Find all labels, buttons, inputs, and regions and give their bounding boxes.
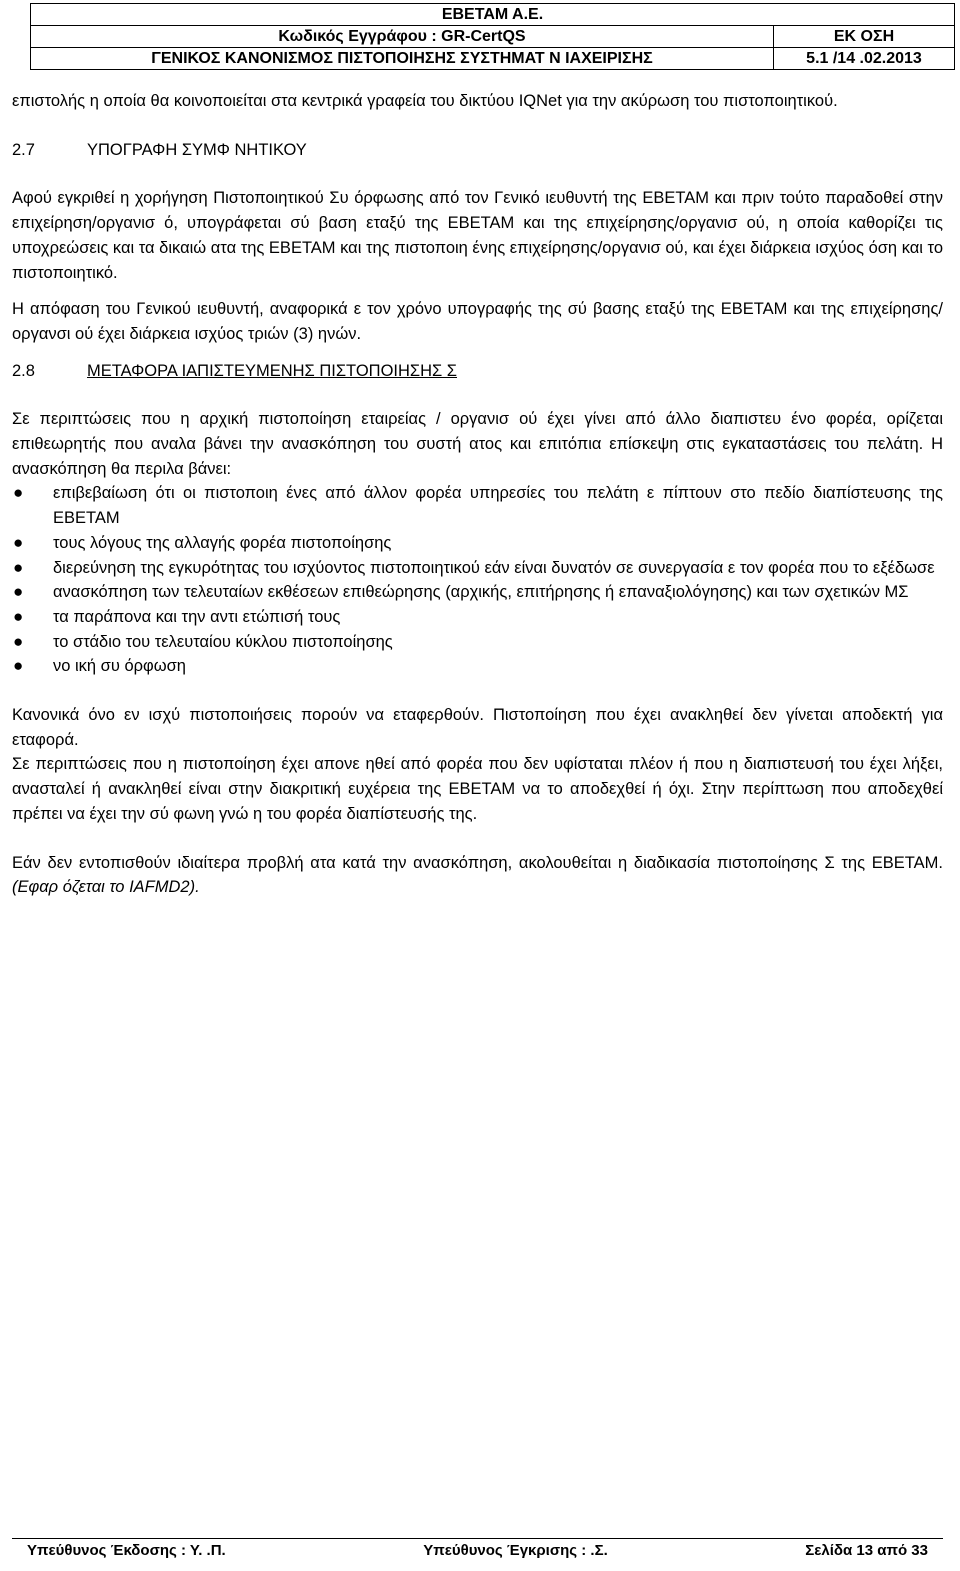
- section-number: 2.7: [12, 140, 35, 159]
- section-number: 2.8: [12, 361, 35, 380]
- section-2-8-heading: [12, 359, 943, 384]
- list-item: ● τους λόγους της αλλαγής φορέα πιστοποίησης: [12, 531, 943, 556]
- bullet-icon: ●: [13, 582, 24, 602]
- approval-responsible: Υπεύθυνος Έγκρισης : .Σ.: [423, 1542, 608, 1559]
- regulation-title: ΓΕΝΙΚΟΣ ΚΑΝΟΝΙΣΜΟΣ ΠΙΣΤΟΠΟΙΗΣΗΣ ΣΥΣΤΗΜΑΤ Ν ΙΑΧΕΙΡΙΣΗΣ: [31, 48, 774, 69]
- document-header: [30, 3, 955, 70]
- paragraph-decision: Η απόφαση του Γενικού ιευθυντή, αναφορικά ε τον χρόνο υπογραφής της σύ βασης εταξύ της ΕΒΕΤΑΜ και της επιχείρησης/οργανσι ού έχει διάρκεια ισχύος τριών (3) ηνών.: [12, 300, 943, 343]
- section-2-7-heading: [12, 138, 943, 163]
- issue-responsible: Υπεύθυνος Έκδοσης : Υ. .Π.: [27, 1542, 226, 1559]
- section-title: ΥΠΟΓΡΑΦΗ ΣΥΜΦ ΝΗΤΙΚΟΥ: [87, 140, 307, 159]
- italic-note: (Εφαρ όζεται το IAFMD2).: [12, 878, 200, 897]
- list-item: ● νο ική συ όρφωση: [12, 654, 943, 679]
- bullet-icon: ●: [13, 606, 24, 626]
- bullet-icon: ●: [13, 532, 24, 552]
- list-item: ● επιβεβαίωση ότι οι πιστοποιη ένες από άλλον φορέα υπηρεσίες του πελάτη ε πίπτουν στο πεδίο διαπίστευσης της ΕΒΕΤΑΜ: [13, 483, 943, 528]
- document-footer: [12, 1538, 943, 1559]
- bullet-icon: ●: [13, 631, 24, 651]
- paragraph-transfer: Σε περιπτώσεις που η αρχική πιστοποίηση εταιρείας / οργανισ ού έχει γίνει από άλλο διαπιστευ ένο φορέα, ορίζεται επιθεωρητής που αναλα βάνει την ανασκόπηση του συστή ατος και επιτόπια επίσκεψη στις εγκαταστάσεις του πελάτη. Η ανασκόπηση θα περιλα βάνει:: [12, 410, 943, 478]
- header-row-company: [31, 4, 954, 25]
- edition-value: 5.1 /14 .02.2013: [806, 50, 922, 67]
- page-body: [12, 89, 943, 900]
- list-item: ● διερεύνηση της εγκυρότητας του ισχύοντος πιστοποιητικού εάν είναι δυνατόν σε συνεργασία ε τον φορέα που το εξέδωσε: [12, 556, 943, 581]
- review-bullet-list: [12, 481, 943, 679]
- list-item: ● ανασκόπηση των τελευταίων εκθέσεων επιθεώρησης (αρχικής, επιτήρησης ή επαναξιολόγησης) και των σχετικών ΜΣ: [12, 580, 943, 605]
- list-item: ● το στάδιο του τελευταίου κύκλου πιστοποίησης: [12, 630, 943, 655]
- paragraph-agreement: Αφού εγκριθεί η χορήγηση Πιστοποιητικού Συ όρφωσης από τον Γενικό ιευθυντή της ΕΒΕΤΑΜ και πριν τούτο παραδοθεί στην επιχείρηση/οργανισ ό, υπογράφεται σύ βαση εταξύ της ΕΒΕΤΑΜ και της επιχείρησης/οργανισ ού, η οποία καθορίζει τις υποχρεώσεις και τα δικαιώ ατα της ΕΒΕΤΑΜ και της πιστοποιη ένης επιχείρησης/οργανισ ού, και έχει διάρκεια ισχύος όση και το πιστοποιητικό.: [12, 189, 943, 282]
- bullet-icon: ●: [13, 483, 24, 503]
- bullet-icon: ●: [13, 656, 24, 676]
- paragraph-valid-certifications: Κανονικά όνο εν ισχύ πιστοποιήσεις πορούν να εταφερθούν. Πιστοποίηση που έχει ανακληθεί δεν γίνεται αποδεκτή για εταφορά.: [12, 706, 943, 749]
- paragraph-withdrawn-certification: Σε περιπτώσεις που η πιστοποίηση έχει απονε ηθεί από φορέα που δεν υφίσταται πλέον ή που η διαπιστευσή του έχει λήξει, ανασταλεί ή ανακληθεί είναι στην διακριτική ευχέρεια της ΕΒΕΤΑΜ να το αποδεχθεί ή όχι. Στην περίπτωση που αποδεχθεί πρέπει να έχει την σύ φωνη γνώ η του φορέα διαπίστευσής της.: [12, 755, 943, 823]
- paragraph-ending-prev: επιστολής η οποία θα κοινοποιείται στα κεντρικά γραφεία του δικτύου IQNet για την ακύρωση του πιστοποιητικού.: [12, 92, 838, 110]
- document-code: Κωδικός Εγγράφου : GR-CertQS: [31, 26, 774, 47]
- list-item: ● τα παράπονα και την αντι ετώπισή τους: [12, 605, 943, 630]
- page-number: Σελίδα 13 από 33: [805, 1542, 928, 1559]
- header-row-title: [31, 47, 954, 69]
- header-row-code: [31, 25, 954, 47]
- company-name: ΕΒΕΤΑΜ Α.Ε.: [441, 6, 544, 23]
- edition-label: ΕΚ ΟΣΗ: [833, 28, 895, 45]
- paragraph-procedure: Εάν δεν εντοπισθούν ιδιαίτερα προβλή ατα κατά την ανασκόπηση, ακολουθείται η διαδικασία πιστοποίησης Σ της ΕΒΕΤΑΜ. (Εφαρ όζεται το IAFMD2).: [12, 853, 943, 897]
- section-title: ΜΕΤΑΦΟΡΑ ΙΑΠΙΣΤΕΥΜΕΝΗΣ ΠΙΣΤΟΠΟΙΗΣΗΣ Σ: [87, 361, 458, 380]
- bullet-icon: ●: [13, 557, 24, 577]
